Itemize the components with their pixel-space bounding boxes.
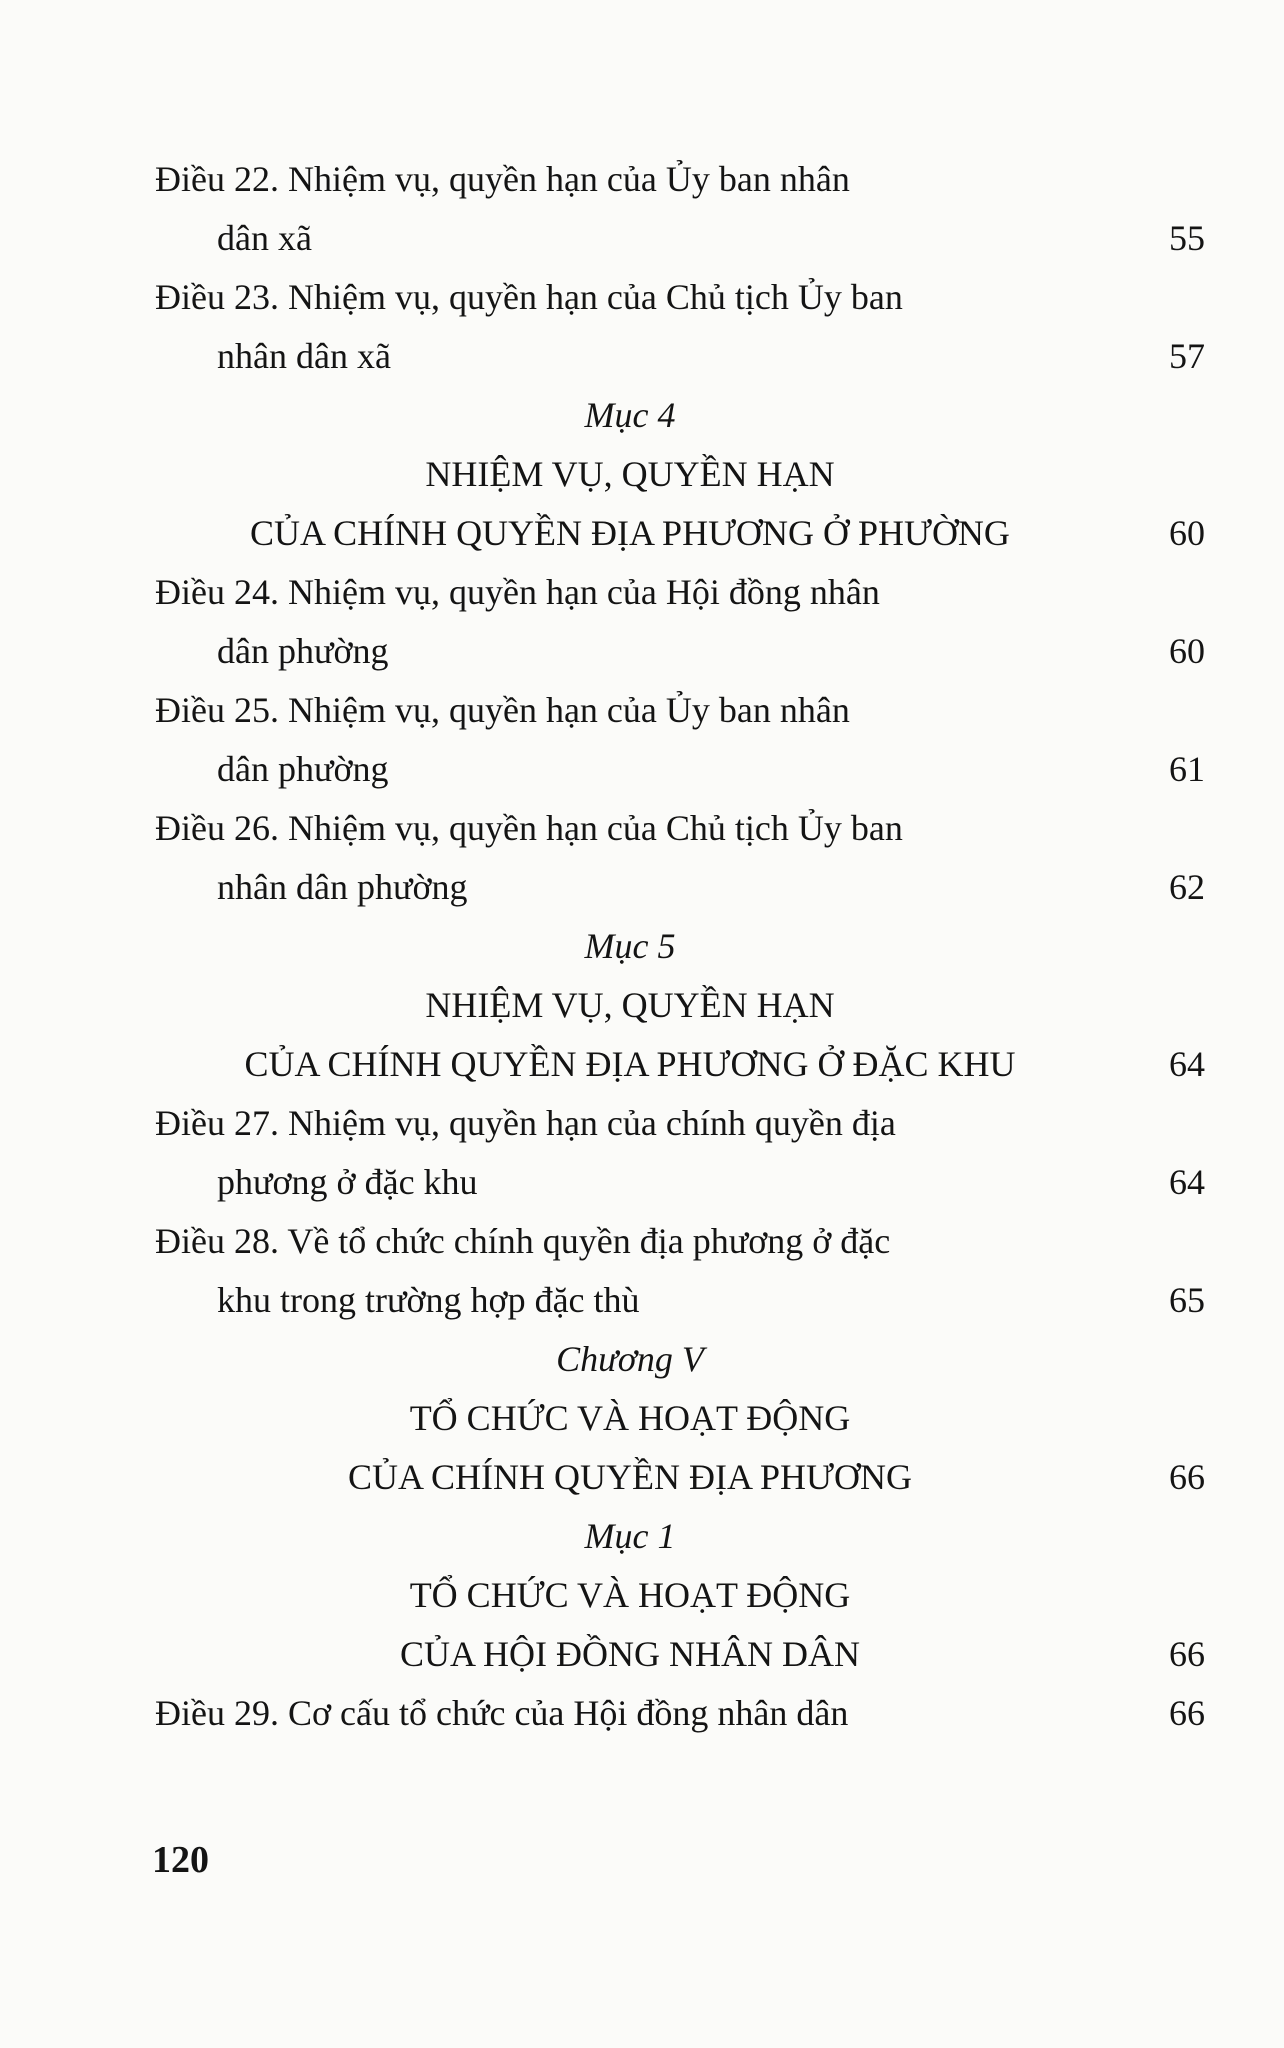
toc-heading-row [155, 1389, 1205, 1448]
toc-entry-text: Điều 28. Về tổ chức chính quyền địa phương ở đặc [155, 1221, 891, 1261]
toc-cont-text: nhân dân xã [217, 336, 391, 376]
toc-cont-text: phương ở đặc khu [217, 1162, 478, 1202]
toc-entry-row [155, 150, 1205, 209]
toc-heading-text: CỦA CHÍNH QUYỀN ĐỊA PHƯƠNG [348, 1457, 912, 1497]
toc-cont-row [155, 622, 1205, 681]
toc-section-text: Mục 4 [584, 395, 676, 435]
toc-section-row [155, 1507, 1205, 1566]
toc-cont-row [155, 209, 1205, 268]
toc-section-row [155, 1330, 1205, 1389]
toc-page-number: 64 [1169, 1044, 1205, 1084]
toc-cont-row [155, 1271, 1205, 1330]
toc-entry-text: Điều 26. Nhiệm vụ, quyền hạn của Chủ tịch Ủy ban [155, 808, 903, 848]
toc-section-row [155, 386, 1205, 445]
toc-heading-row [155, 1448, 1205, 1507]
toc-heading-text: CỦA CHÍNH QUYỀN ĐỊA PHƯƠNG Ở PHƯỜNG [250, 513, 1010, 553]
toc-page-number: 61 [1169, 749, 1205, 789]
toc-heading-text: TỔ CHỨC VÀ HOẠT ĐỘNG [409, 1575, 851, 1615]
toc-entry-text: Điều 29. Cơ cấu tổ chức của Hội đồng nhân dân [155, 1693, 849, 1733]
toc-entry-text: Điều 25. Nhiệm vụ, quyền hạn của Ủy ban nhân [155, 690, 850, 730]
toc-entry-row [155, 1684, 1205, 1743]
toc-page-number: 64 [1169, 1162, 1205, 1202]
toc-page-number: 55 [1169, 218, 1205, 258]
toc-page-number: 65 [1169, 1280, 1205, 1320]
toc-entry-text: Điều 23. Nhiệm vụ, quyền hạn của Chủ tịch Ủy ban [155, 277, 903, 317]
toc-entry-row [155, 1212, 1205, 1271]
toc-entry-text: Điều 24. Nhiệm vụ, quyền hạn của Hội đồng nhân [155, 572, 880, 612]
toc-cont-row [155, 327, 1205, 386]
toc-entry-row [155, 268, 1205, 327]
toc-heading-text: TỔ CHỨC VÀ HOẠT ĐỘNG [409, 1398, 851, 1438]
page-number: 120 [152, 1839, 209, 1881]
toc-heading-row [155, 1625, 1205, 1684]
toc-entry-row [155, 563, 1205, 622]
toc-page-number: 57 [1169, 336, 1205, 376]
toc-section-text: Mục 5 [584, 926, 676, 966]
toc-cont-text: nhân dân phường [217, 867, 468, 907]
toc-heading-row [155, 445, 1205, 504]
toc-heading-row [155, 504, 1205, 563]
toc-entry-text: Điều 22. Nhiệm vụ, quyền hạn của Ủy ban nhân [155, 159, 850, 199]
toc-cont-text: dân phường [217, 631, 389, 671]
toc-heading-row [155, 1035, 1205, 1094]
toc-heading-row [155, 1566, 1205, 1625]
toc-cont-row [155, 1153, 1205, 1212]
toc-entry-row [155, 1094, 1205, 1153]
toc-cont-text: dân xã [217, 218, 312, 258]
toc-cont-text: khu trong trường hợp đặc thù [217, 1280, 640, 1320]
toc-section-row [155, 917, 1205, 976]
toc-cont-row [155, 858, 1205, 917]
toc-page-number: 60 [1169, 513, 1205, 553]
table-of-contents [155, 150, 1205, 1743]
toc-heading-text: CỦA CHÍNH QUYỀN ĐỊA PHƯƠNG Ở ĐẶC KHU [244, 1044, 1016, 1084]
toc-entry-row [155, 681, 1205, 740]
toc-section-text: Mục 1 [584, 1516, 676, 1556]
toc-heading-text: NHIỆM VỤ, QUYỀN HẠN [425, 454, 835, 494]
toc-page-number: 66 [1169, 1457, 1205, 1497]
toc-cont-text: dân phường [217, 749, 389, 789]
toc-page-number: 66 [1169, 1634, 1205, 1674]
toc-cont-row [155, 740, 1205, 799]
toc-page-number: 62 [1169, 867, 1205, 907]
toc-heading-row [155, 976, 1205, 1035]
toc-heading-text: NHIỆM VỤ, QUYỀN HẠN [425, 985, 835, 1025]
toc-page-number: 66 [1169, 1693, 1205, 1733]
toc-page-number: 60 [1169, 631, 1205, 671]
toc-entry-text: Điều 27. Nhiệm vụ, quyền hạn của chính quyền địa [155, 1103, 896, 1143]
toc-section-text: Chương V [556, 1339, 704, 1379]
toc-entry-row [155, 799, 1205, 858]
toc-heading-text: CỦA HỘI ĐỒNG NHÂN DÂN [400, 1634, 860, 1674]
